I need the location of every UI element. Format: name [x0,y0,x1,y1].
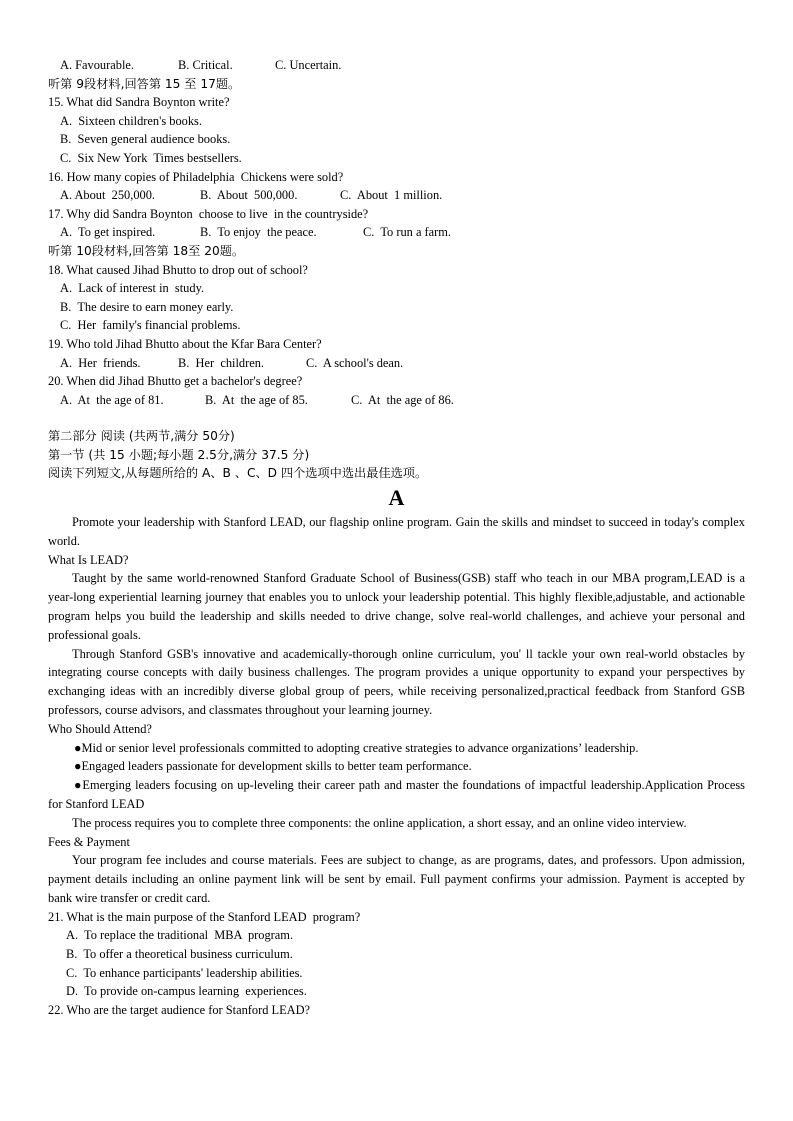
q20-option-b: B. At the age of 85. [205,392,308,407]
passage-letter: A [388,485,405,511]
q17-option-b: B. To enjoy the peace. [200,225,317,240]
q20-option-c: C. At the age of 86. [351,392,454,407]
heading-what-is-lead: What Is LEAD? [48,552,129,567]
spacer [48,409,745,427]
q17-option-a: A. To get inspired. [60,225,156,240]
q15-stem: 15. What did Sandra Boynton write? [48,95,230,110]
q19-stem: 19. Who told Jihad Bhutto about the Kfar Bara Center? [48,336,322,351]
q22-stem: 22. Who are the target audience for Stanford LEAD? [48,1002,311,1017]
q19-option-a: A. Her friends. [60,355,141,370]
q16-option-a: A. About 250,000. [60,188,155,203]
q17-options [48,223,745,242]
bullet-item-2: ●Engaged leaders passionate for development skills to better team performance. [74,759,472,774]
q20-options [48,391,745,410]
q18-option-b: B. The desire to earn money early. [60,299,234,314]
passage-paragraph-1: Promote your leadership with Stanford LEAD, our flagship online program. Gain the skills and mindset to succeed in today's complex world. [48,515,745,548]
q17-option-c: C. To run a farm. [363,225,452,240]
q14-option-c: C. Uncertain. [275,58,342,72]
q15-option-a: A. Sixteen children's books. [60,113,202,128]
passage-paragraph-3: Through Stanford GSB's innovative and academically-thorough online curriculum, you' ll tackle your own real-world obstacles by integrating course concepts with daily business challenges. The program provides a unique opportunity to expand your perspectives by exchanging ideas with an incredibly diverse global group of peers, while receiving personalized,practical feedback from Stanford GSB professors, course advisors, and classmates throughout your learning journey. [48,646,745,718]
bullet-item-1: ●Mid or senior level professionals committed to adopting creative strategies to advance organizations’ leadership. [74,740,639,755]
q21-option-d: D. To provide on-campus learning experiences. [66,984,307,999]
q16-option-b: B. About 500,000. [200,188,298,203]
q14-options [48,56,745,75]
q14-option-b: B. Critical. [178,58,233,72]
passage-paragraph-2: Taught by the same world-renowned Stanford Graduate School of Business(GSB) staff who teach in our MBA program,LEAD is a year-long experiential learning journey that enables you to unlock your leadership potential. This highly flexible,adjustable, and actionable program helps you build the leadership and skills needed to drive change, solve real-world challenges, and achieve your personal and professional goals. [48,571,745,642]
q21-option-a: A. To replace the traditional MBA program. [66,928,294,943]
heading-fees-payment: Fees & Payment [48,834,130,849]
q16-stem: 16. How many copies of Philadelphia Chickens were sold? [48,169,344,184]
q16-options [48,186,745,205]
q18-option-c: C. Her family's financial problems. [60,318,241,333]
q19-option-c: C. A school's dean. [306,355,404,370]
q21-option-b: B. To offer a theoretical business curriculum. [66,946,293,961]
section10-intro: 听第 10段材料,回答第 18至 20题。 [48,243,245,258]
section9-intro: 听第 9段材料,回答第 15 至 17题。 [48,76,241,91]
q17-stem: 17. Why did Sandra Boynton choose to live in the countryside? [48,206,369,221]
reading-part-title: 第二部分 阅读 (共两节,满分 50分) [48,429,235,444]
bullet-item-3: ●Emerging leaders focusing on up-leveling their career path and master the foundations of impactful leadership.Application Process for Stanford LEAD [48,778,745,812]
q15-option-c: C. Six New York Times bestsellers. [60,150,242,165]
exam-page [48,56,745,1019]
passage-paragraph-4: The process requires you to complete three components: the online application, a short essay, and an online video interview. [72,815,687,830]
q21-option-c: C. To enhance participants' leadership abilities. [66,965,303,980]
passage-paragraph-5: Your program fee includes and course materials. Fees are subject to change, as are programs, dates, and professors. Upon admission, payment details including an online payment link will be sent by email. Full payment confirms your admission. Payment is accepted by bank wire transfer or credit card. [48,853,745,905]
q15-option-b: B. Seven general audience books. [60,132,231,147]
q20-stem: 20. When did Jihad Bhutto get a bachelor's degree? [48,374,303,389]
heading-who-should-attend: Who Should Attend? [48,721,152,736]
q21-stem: 21. What is the main purpose of the Stanford LEAD program? [48,909,361,924]
reading-instruction: 阅读下列短文,从每题所给的 A、B 、C、D 四个选项中选出最佳选项。 [48,466,428,481]
q19-options [48,354,745,373]
q18-stem: 18. What caused Jihad Bhutto to drop out of school? [48,262,308,277]
q14-option-a: A. Favourable. [60,58,134,72]
q16-option-c: C. About 1 million. [340,188,443,203]
q18-option-a: A. Lack of interest in study. [60,281,205,296]
q20-option-a: A. At the age of 81. [60,392,164,407]
reading-section-title: 第一节 (共 15 小题;每小题 2.5分,满分 37.5 分) [48,447,310,462]
q19-option-b: B. Her children. [178,355,265,370]
